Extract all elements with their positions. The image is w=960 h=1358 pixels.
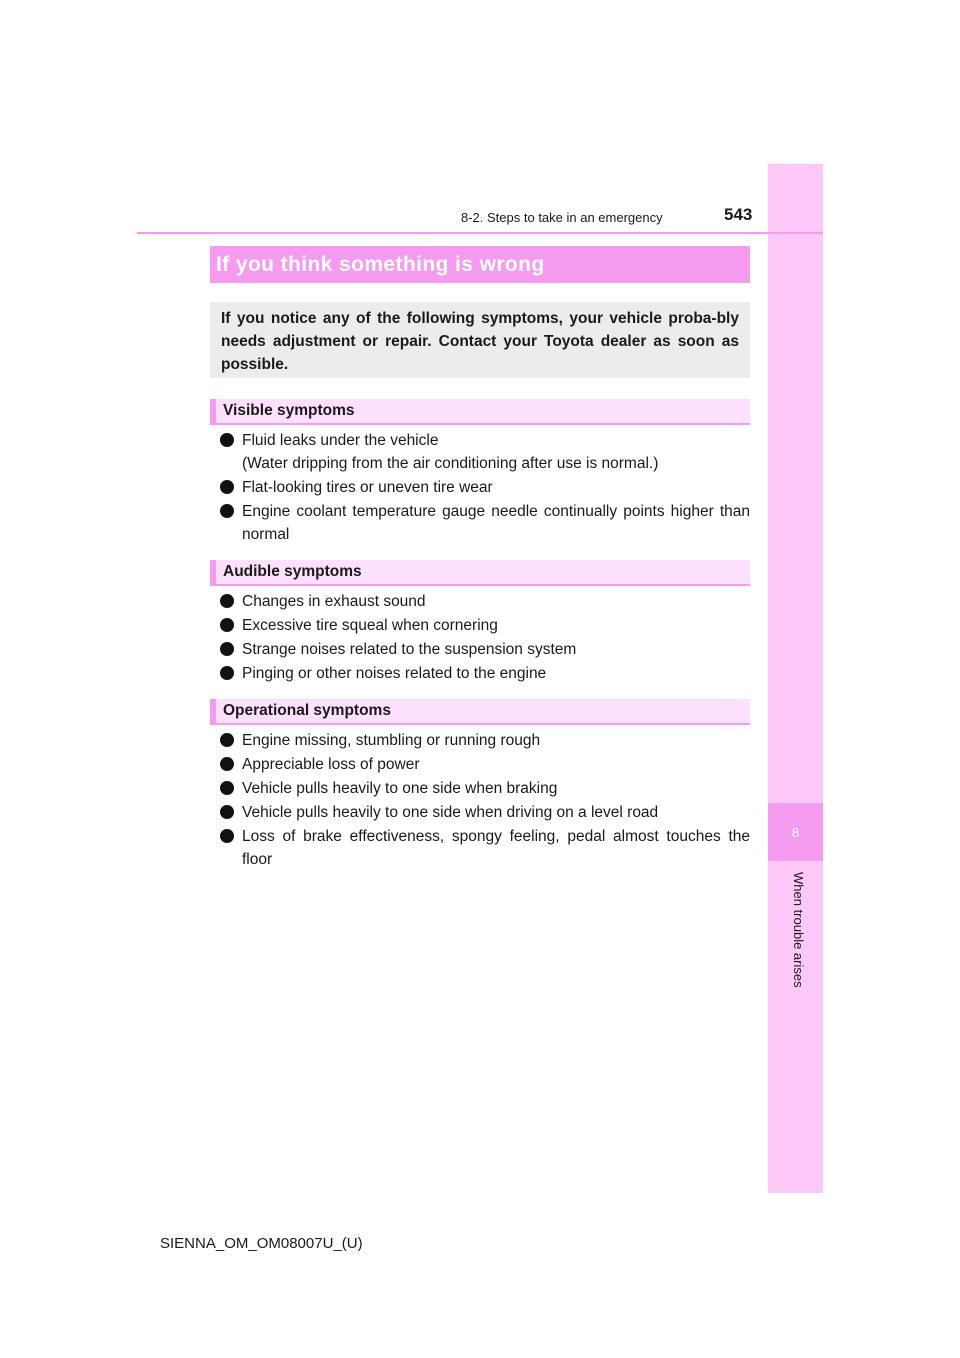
list-item bbox=[220, 729, 750, 752]
bullet-icon bbox=[220, 805, 234, 819]
bullet-icon bbox=[220, 480, 234, 494]
audible-symptoms-heading: Audible symptoms bbox=[210, 560, 750, 586]
visible-symptoms-heading: Visible symptoms bbox=[210, 399, 750, 425]
page-title-bar bbox=[210, 246, 750, 283]
list-item-text: Pinging or other noises related to the engine bbox=[242, 665, 547, 682]
chapter-title: When trouble arises bbox=[791, 872, 806, 988]
list-item-text: Loss of brake effectiveness, spongy feeling, pedal almost touches the floor bbox=[242, 828, 750, 868]
list-item-text: Fluid leaks under the vehicle bbox=[242, 432, 439, 449]
list-item bbox=[220, 801, 750, 824]
list-item-text: Appreciable loss of power bbox=[242, 756, 420, 773]
header-rule bbox=[137, 232, 823, 234]
bullet-icon bbox=[220, 757, 234, 771]
list-item bbox=[220, 476, 750, 499]
list-item-text: Vehicle pulls heavily to one side when driving on a level road bbox=[242, 804, 659, 821]
bullet-icon bbox=[220, 504, 234, 518]
bullet-icon bbox=[220, 642, 234, 656]
operational-symptoms-heading: Operational symptoms bbox=[210, 699, 750, 725]
list-item-text: Strange noises related to the suspension system bbox=[242, 641, 577, 658]
list-item bbox=[220, 825, 750, 871]
footer-doc-code: SIENNA_OM_OM08007U_(U) bbox=[160, 1235, 363, 1252]
chapter-number: 8 bbox=[768, 803, 823, 861]
list-item-text: Excessive tire squeal when cornering bbox=[242, 617, 498, 634]
list-item bbox=[220, 777, 750, 800]
bullet-icon bbox=[220, 666, 234, 680]
list-item-text: Engine coolant temperature gauge needle continually points higher than normal bbox=[242, 503, 750, 543]
page-title: If you think something is wrong bbox=[216, 252, 545, 276]
list-item bbox=[220, 662, 750, 685]
list-item bbox=[220, 590, 750, 613]
list-item bbox=[220, 500, 750, 546]
section-label: 8-2. Steps to take in an emergency bbox=[461, 210, 663, 225]
page-number: 543 bbox=[724, 205, 753, 224]
audible-symptoms-list bbox=[220, 590, 750, 686]
list-item bbox=[220, 614, 750, 637]
bullet-icon bbox=[220, 733, 234, 747]
operational-symptoms-list bbox=[220, 729, 750, 872]
list-item bbox=[220, 429, 750, 475]
list-item-text: Flat-looking tires or uneven tire wear bbox=[242, 479, 493, 496]
list-item-text: Vehicle pulls heavily to one side when braking bbox=[242, 780, 558, 797]
bullet-icon bbox=[220, 618, 234, 632]
list-item-text: Changes in exhaust sound bbox=[242, 593, 426, 610]
list-item bbox=[220, 753, 750, 776]
bullet-icon bbox=[220, 829, 234, 843]
chapter-side-tab bbox=[768, 164, 823, 1193]
list-item bbox=[220, 638, 750, 661]
bullet-icon bbox=[220, 433, 234, 447]
list-item-note: (Water dripping from the air conditioning after use is normal.) bbox=[242, 455, 659, 472]
intro-box: If you notice any of the following symptoms, your vehicle proba-bly needs adjustment or repair. Contact your Toyota dealer as soon as possible. bbox=[210, 302, 750, 378]
bullet-icon bbox=[220, 594, 234, 608]
list-item-text: Engine missing, stumbling or running rough bbox=[242, 732, 541, 749]
bullet-icon bbox=[220, 781, 234, 795]
visible-symptoms-list bbox=[220, 429, 750, 547]
